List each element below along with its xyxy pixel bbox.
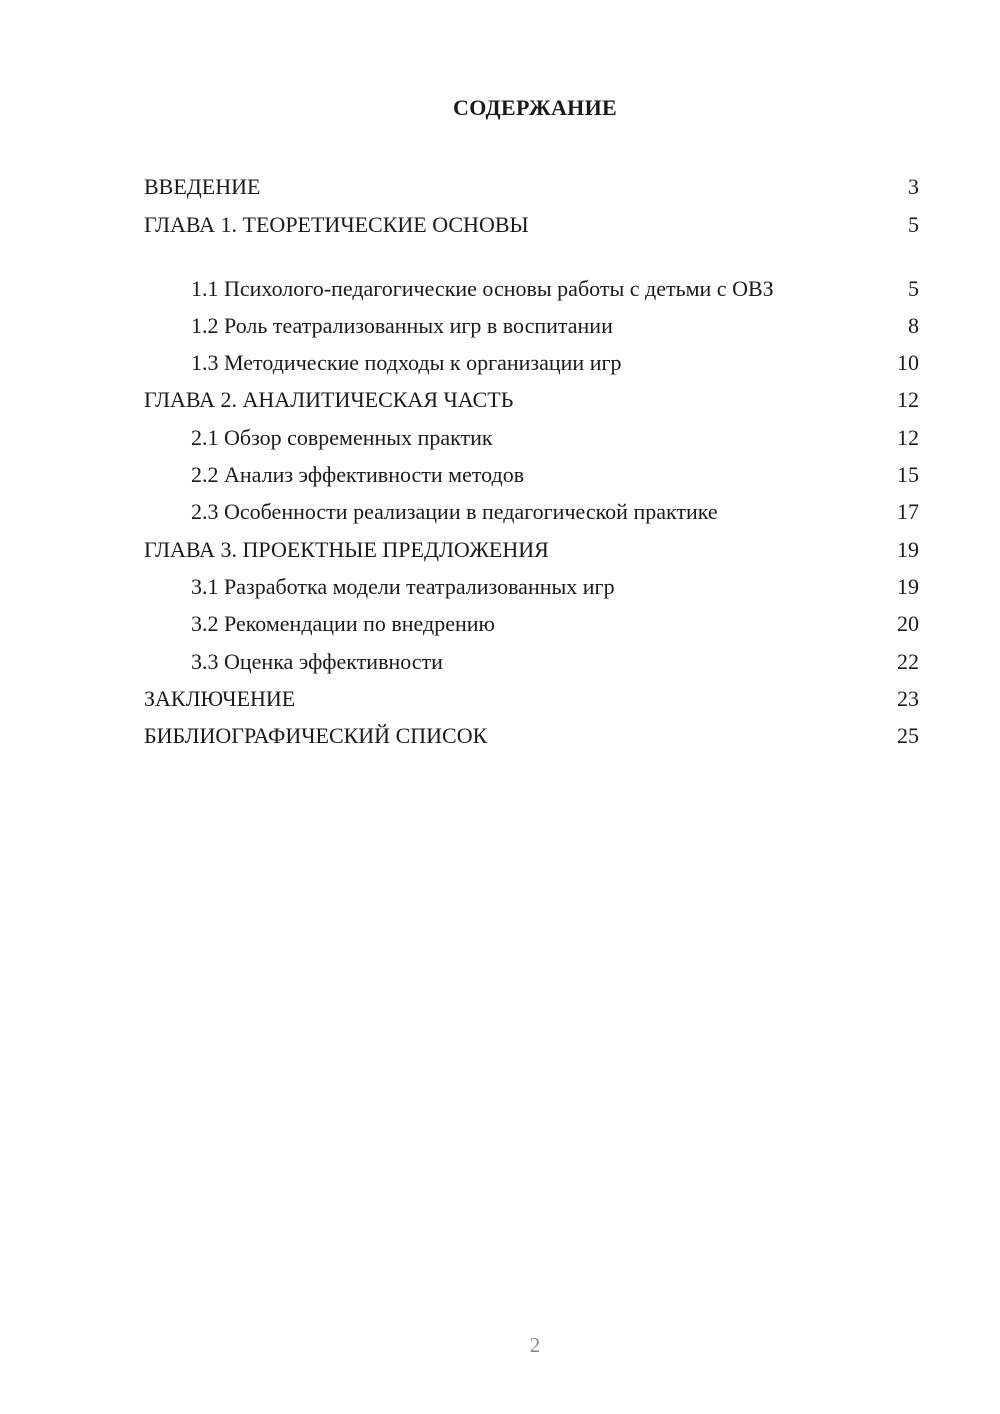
toc-entry-page: 5: [908, 211, 919, 237]
toc-entry-page: 5: [908, 275, 919, 301]
toc-entry-section-1-2[interactable]: [144, 306, 919, 343]
toc-entry-page: 17: [897, 499, 919, 525]
toc-entry-page: 25: [897, 723, 919, 749]
toc-entry-label: 3.1 Разработка модели театрализованных игр: [191, 573, 615, 599]
toc-entry-page: 22: [897, 648, 919, 674]
toc-entry-page: 23: [897, 685, 919, 711]
toc-entry-page: 3: [908, 174, 919, 200]
toc-entry-label: ГЛАВА 3. ПРОЕКТНЫЕ ПРЕДЛОЖЕНИЯ: [144, 536, 549, 562]
page-number: 2: [529, 1333, 541, 1357]
toc-entry-chapter-3[interactable]: [144, 529, 919, 566]
toc-title: СОДЕРЖАНИЕ: [453, 95, 617, 120]
toc-entry-label: ВВЕДЕНИЕ: [144, 174, 261, 200]
toc-entry-label: 3.3 Оценка эффективности: [191, 648, 443, 674]
toc-entry-label: ГЛАВА 1. ТЕОРЕТИЧЕСКИЕ ОСНОВЫ: [144, 211, 529, 237]
toc-entry-page: 19: [897, 536, 919, 562]
toc-entry-label: БИБЛИОГРАФИЧЕСКИЙ СПИСОК: [144, 723, 488, 749]
toc-entry-section-2-1[interactable]: [144, 417, 919, 454]
toc-entry-introduction[interactable]: [144, 167, 919, 204]
toc-entry-page: 15: [897, 462, 919, 488]
toc-entry-section-3-1[interactable]: [144, 567, 919, 604]
toc-entry-label: 1.3 Методические подходы к организации игр: [191, 350, 622, 376]
toc-entry-label: 2.1 Обзор современных практик: [191, 424, 493, 450]
toc-entry-page: 19: [897, 573, 919, 599]
table-of-contents: [144, 167, 919, 753]
toc-entry-section-3-3[interactable]: [144, 641, 919, 678]
toc-entry-bibliography[interactable]: [144, 716, 919, 753]
toc-entry-label: 3.2 Рекомендации по внедрению: [191, 611, 495, 637]
toc-entry-section-2-2[interactable]: [144, 455, 919, 492]
toc-entry-section-2-3[interactable]: [144, 492, 919, 529]
toc-entry-conclusion[interactable]: [144, 679, 919, 716]
toc-entry-label: ЗАКЛЮЧЕНИЕ: [144, 685, 296, 711]
toc-entry-label: 2.2 Анализ эффективности методов: [191, 462, 525, 488]
toc-entry-page: 10: [897, 350, 919, 376]
toc-entry-label: 1.1 Психолого-педагогические основы работы с детьми с ОВЗ: [191, 275, 774, 301]
toc-entry-page: 12: [897, 424, 919, 450]
toc-entry-label: ГЛАВА 2. АНАЛИТИЧЕСКАЯ ЧАСТЬ: [144, 387, 514, 413]
toc-entry-page: 20: [897, 611, 919, 637]
toc-entry-label: 1.2 Роль театрализованных игр в воспитании: [191, 312, 613, 338]
toc-entry-label: 2.3 Особенности реализации в педагогической практике: [191, 499, 718, 525]
toc-entry-page: 12: [897, 387, 919, 413]
toc-entry-section-1-1[interactable]: [144, 242, 919, 306]
toc-entry-chapter-1[interactable]: [144, 204, 919, 241]
toc-entry-section-1-3[interactable]: [144, 343, 919, 380]
toc-entry-chapter-2[interactable]: [144, 380, 919, 417]
toc-entry-page: 8: [908, 312, 919, 338]
toc-entry-section-3-2[interactable]: [144, 604, 919, 641]
